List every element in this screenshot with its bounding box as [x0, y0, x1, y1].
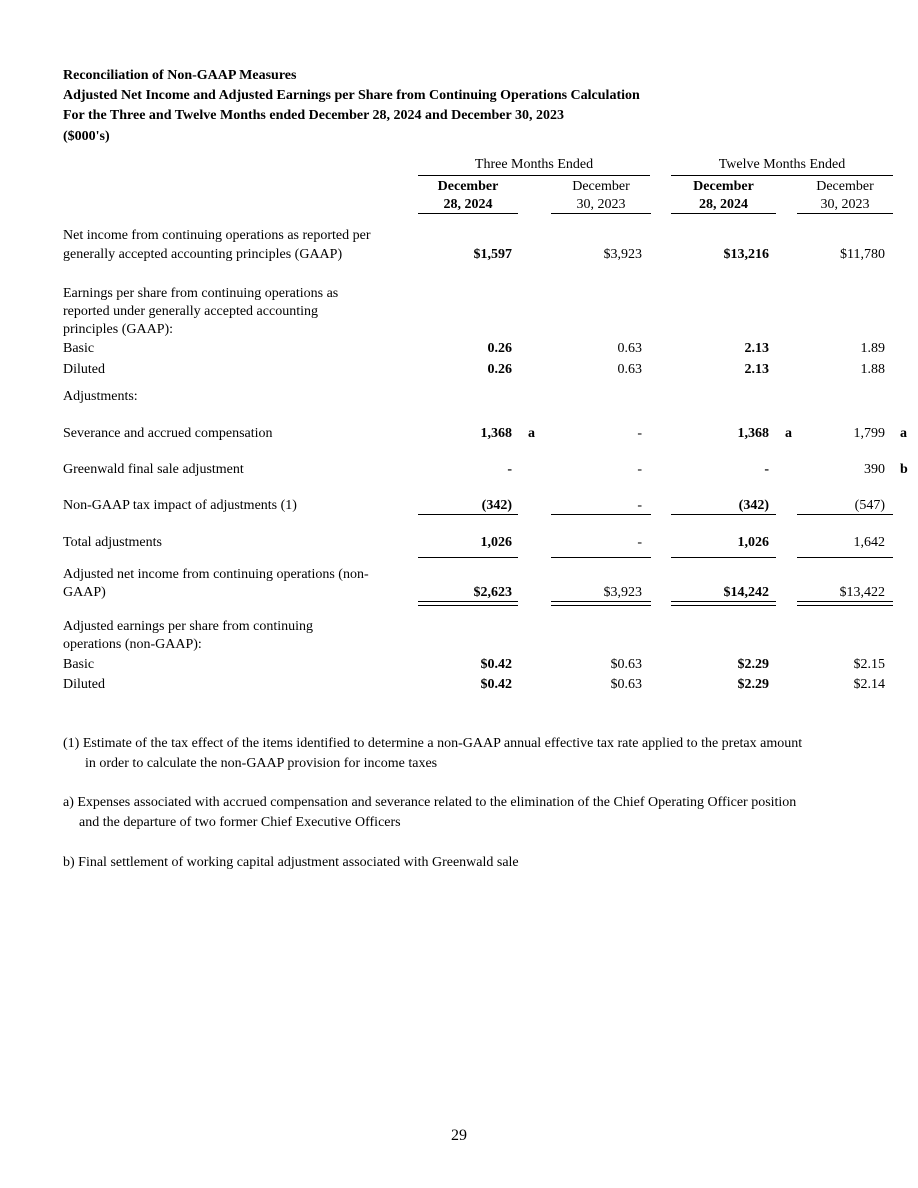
- eps-heading-line1: Earnings per share from continuing operations as: [63, 286, 339, 301]
- severance-note-a-col3: a: [785, 426, 792, 441]
- col3-header-line1: December: [693, 179, 754, 194]
- net-income-v3: $13,216: [723, 247, 769, 262]
- total-underline-col3: [671, 557, 776, 558]
- adj-net-income-double-underline-col2: [551, 601, 651, 606]
- diluted-label: Diluted: [63, 362, 105, 377]
- greenwald-v4: 390: [864, 462, 885, 477]
- greenwald-v3: -: [764, 462, 769, 477]
- diluted-v2: 0.63: [617, 362, 642, 377]
- tax-impact-v2: -: [637, 498, 642, 513]
- tax-underline-col2: [551, 514, 651, 515]
- adj-net-income-v3: $14,242: [723, 585, 769, 600]
- greenwald-v2: -: [637, 462, 642, 477]
- total-underline-col1: [418, 557, 518, 558]
- basic-v1: 0.26: [487, 341, 512, 356]
- adj-net-income-v2: $3,923: [603, 585, 642, 600]
- adj-basic-label: Basic: [63, 657, 95, 672]
- total-underline-col4: [797, 557, 893, 558]
- net-income-label-line1: Net income from continuing operations as reported per: [63, 228, 371, 243]
- adj-diluted-label: Diluted: [63, 677, 105, 692]
- diluted-v4: 1.88: [860, 362, 885, 377]
- adj-diluted-v1: $0.42: [480, 677, 512, 692]
- footnote-a-line2: and the departure of two former Chief Executive Officers: [79, 815, 401, 830]
- basic-label: Basic: [63, 341, 95, 356]
- col2-header-underline: [551, 213, 651, 214]
- basic-v3: 2.13: [744, 341, 769, 356]
- footnote-a: [63, 793, 903, 833]
- col1-header-line2: 28, 2024: [443, 197, 493, 212]
- adj-diluted-v3: $2.29: [737, 677, 769, 692]
- adj-basic-v2: $0.63: [610, 657, 642, 672]
- adj-net-income-double-underline-col3: [671, 601, 776, 606]
- footnote-a-line1: a) Expenses associated with accrued compensation and severance related to the elimination of the Chief Operating Officer position: [63, 795, 797, 810]
- total-adjustments-v2: -: [637, 535, 642, 550]
- basic-v4: 1.89: [860, 341, 885, 356]
- tax-impact-v3: (342): [738, 498, 769, 513]
- title-line-3: For the Three and Twelve Months ended December 28, 2024 and December 30, 2023: [63, 108, 564, 123]
- basic-v2: 0.63: [617, 341, 642, 356]
- col3-header-line2: 28, 2024: [699, 197, 748, 212]
- col3-header-underline: [671, 213, 776, 214]
- severance-v3: 1,368: [737, 426, 769, 441]
- adj-net-income-v4: $13,422: [839, 585, 885, 600]
- severance-v1: 1,368: [480, 426, 512, 441]
- net-income-v2: $3,923: [603, 247, 642, 262]
- col1-header-underline: [418, 213, 518, 214]
- page-number: 29: [451, 1127, 467, 1144]
- col4-header-line2: 30, 2023: [820, 197, 870, 212]
- eps-heading-line3: principles (GAAP):: [63, 322, 174, 337]
- adj-basic-v1: $0.42: [480, 657, 512, 672]
- col4-header-underline: [797, 213, 893, 214]
- tax-underline-col4: [797, 514, 893, 515]
- total-adjustments-v4: 1,642: [853, 535, 885, 550]
- eps-heading-line2: reported under generally accepted accounting: [63, 304, 318, 319]
- severance-v2: -: [637, 426, 642, 441]
- adjustments-label: Adjustments:: [63, 389, 138, 404]
- net-income-v4: $11,780: [840, 247, 885, 262]
- footnote-1-line2: in order to calculate the non-GAAP provision for income taxes: [85, 756, 438, 771]
- total-adjustments-label: Total adjustments: [63, 535, 162, 550]
- greenwald-note-b-col4: b: [900, 462, 908, 477]
- adj-eps-heading-line2: operations (non-GAAP):: [63, 637, 202, 652]
- severance-label: Severance and accrued compensation: [63, 426, 273, 441]
- severance-note-a-col1: a: [528, 426, 535, 441]
- total-underline-col2: [551, 557, 651, 558]
- severance-note-a-col4: a: [900, 426, 907, 441]
- net-income-label-line2: generally accepted accounting principles (GAAP): [63, 247, 343, 262]
- title-line-1: Reconciliation of Non-GAAP Measures: [63, 68, 297, 83]
- tax-underline-col1: [418, 514, 518, 515]
- adj-net-income-label-line2: GAAP): [63, 585, 106, 600]
- adj-net-income-v1: $2,623: [473, 585, 512, 600]
- adj-net-income-double-underline-col1: [418, 601, 518, 606]
- severance-v4: 1,799: [853, 426, 885, 441]
- group-header-twelve-months: Twelve Months Ended: [718, 157, 846, 172]
- title-line-2: Adjusted Net Income and Adjusted Earnings per Share from Continuing Operations Calculation: [63, 88, 640, 103]
- col2-header-line2: 30, 2023: [576, 197, 626, 212]
- tax-underline-col3: [671, 514, 776, 515]
- greenwald-label: Greenwald final sale adjustment: [63, 462, 244, 477]
- group-underline-twelve: [671, 175, 893, 176]
- diluted-v1: 0.26: [487, 362, 512, 377]
- footnote-1: [63, 734, 903, 774]
- col1-header-line1: December: [437, 179, 499, 194]
- diluted-v3: 2.13: [744, 362, 769, 377]
- col2-header-line1: December: [572, 179, 630, 194]
- footnote-b: b) Final settlement of working capital adjustment associated with Greenwald sale: [63, 855, 519, 870]
- net-income-v1: $1,597: [473, 247, 512, 262]
- adj-basic-v3: $2.29: [737, 657, 769, 672]
- adj-diluted-v4: $2.14: [853, 677, 885, 692]
- adj-basic-v4: $2.15: [853, 657, 885, 672]
- total-adjustments-v1: 1,026: [480, 535, 512, 550]
- total-adjustments-v3: 1,026: [737, 535, 769, 550]
- adj-net-income-double-underline-col4: [797, 601, 893, 606]
- tax-impact-v1: (342): [481, 498, 512, 513]
- tax-impact-label: Non-GAAP tax impact of adjustments (1): [63, 498, 297, 513]
- tax-impact-v4: (547): [854, 498, 885, 513]
- col4-header-line1: December: [816, 179, 874, 194]
- footnote-1-line1: (1) Estimate of the tax effect of the items identified to determine a non-GAAP annual effective tax rate applied to the pretax amount: [63, 736, 803, 751]
- group-header-three-months: Three Months Ended: [474, 157, 594, 172]
- title-line-4: ($000's): [63, 129, 110, 144]
- group-underline-three: [418, 175, 650, 176]
- adj-eps-heading-line1: Adjusted earnings per share from continuing: [63, 619, 313, 634]
- adj-net-income-label-line1: Adjusted net income from continuing operations (non-: [63, 567, 369, 582]
- greenwald-v1: -: [507, 462, 512, 477]
- adj-diluted-v2: $0.63: [610, 677, 642, 692]
